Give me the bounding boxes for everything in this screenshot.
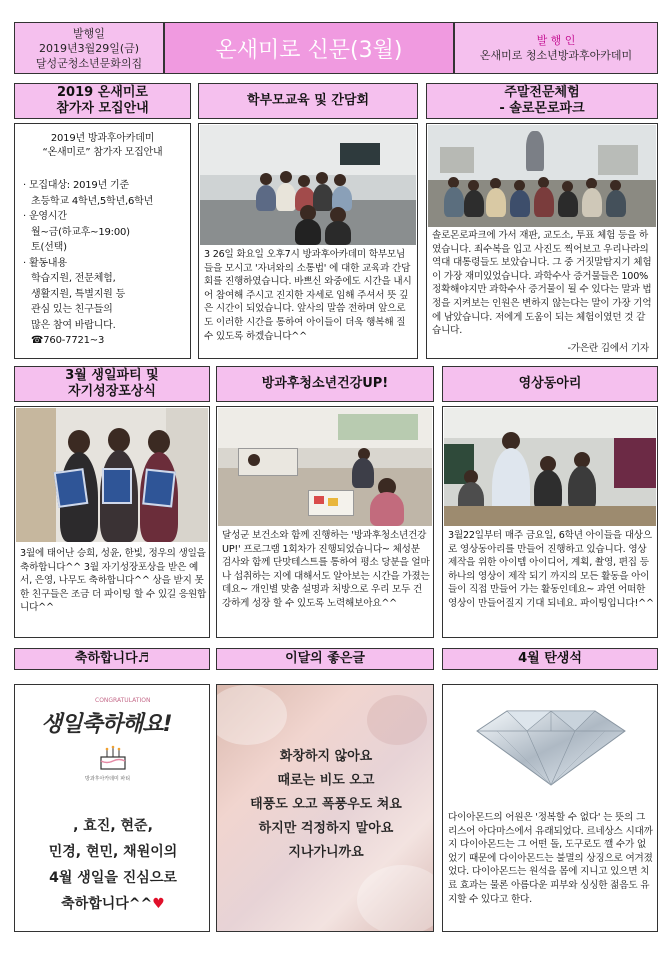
recruit-activities-line3: 관심 있는 친구들의	[31, 304, 113, 315]
parents-text: 3 26일 화요일 오후7시 방과후아카데미 학부모님들을 모시고 '자녀와의 소통법' 에 대한 교육과 간담회를 진행하였습니다. 바쁘신 와중에도 시간을 내시어 참여해 주시고 진지한 자세로 임해 주셔서 뜻 깊은 시간이 되었습니다. 앞사의 말씀 전하며 앞으로도 이러한 시간을 통하여 아이들이 더욱 행복해 질 수 있도록 하겠습니다^^	[204, 249, 412, 342]
heart-icon: ♥	[152, 896, 165, 912]
weekend-heading-line2: - 솔로몬로파크	[499, 101, 585, 116]
recruit-target-detail: 초등학교 4학년,5학년,6학년	[31, 195, 154, 207]
congrats-line3: 4월 생일을 진심으로	[49, 870, 177, 886]
recruit-target-label: · 모집대상: 2019년 기준	[23, 180, 129, 191]
parents-panel	[198, 123, 418, 359]
quote-line1: 화창하지 않아요	[279, 749, 373, 764]
weekend-text: 솔로몬로파크에 가서 재판, 교도소, 투표 체험 등을 하였습니다. 죄수복을 입고 사진도 찍어보고 우리나라의 역대 대통령들도 보았습니다. 그 중 거짓말탐지기 체험이 가장 재미있었습니다. 과학수사 증거물들은 100% 정확해야지만 과학수사 증거물이 될 수 있다는 말과 법정을 지켜보는 인원은 변하지 않는다는 말이 가장 기억에 남았습니다. 저에게 도움이 되는 체험이였던 것 같습니다.	[432, 230, 652, 337]
recruit-hours-line1: 월~금(하교후~19:00)	[31, 226, 130, 238]
video-photo	[444, 408, 656, 526]
birthstone-panel	[442, 684, 658, 932]
birthday-card-image	[35, 693, 191, 797]
newspaper-title	[164, 22, 454, 74]
recruit-hours-label: · 운영시간	[23, 211, 67, 222]
card-big-text: 생일축하해요!	[41, 712, 172, 737]
recruit-intro-line2: “온새미로” 참가자 모집안내	[42, 147, 163, 158]
newspaper-title-text: 온새미로 신문(3월)	[215, 37, 403, 63]
video-text: 3월22일부터 매주 금요일, 6학년 아이들을 대상으로 영상동아리를 만들어 진행하고 있습니다. 영상제작을 위한 아이템 아이디어, 계획, 촬영, 편집 등 하나의 영상이 제작 되기 까지의 모든 활동을 아이들이 직접 만들어 가는 활동인데요~ 과연 어떠한 영상이 만들어질지 기대 되네요. 파이팅입니다!^^	[448, 530, 654, 609]
publish-org: 달성군청소년문화의집	[35, 56, 143, 70]
birthstone-heading-text: 4월 탄생석	[518, 651, 582, 666]
parents-photo	[200, 125, 416, 245]
health-heading	[216, 366, 434, 402]
quote-line5: 지나가니까요	[288, 845, 364, 860]
congrats-line2: 민경, 현민, 채원이의	[48, 844, 178, 860]
video-panel	[442, 406, 658, 638]
recruit-heading-line1: 2019 온새미로	[57, 85, 148, 100]
publish-date: 2019년3월29일(금)	[38, 41, 140, 55]
health-panel	[216, 406, 434, 638]
recruit-activities-line4: 많은 참여 바랍니다.	[31, 319, 116, 331]
birthday-party-heading-line1: 3월 생일파티 및	[65, 368, 159, 383]
publisher-label: 발 행 인	[536, 34, 576, 47]
publish-label: 발행일	[73, 26, 105, 40]
birthday-party-photo	[16, 408, 208, 542]
video-heading	[442, 366, 658, 402]
congrats-line1: , 효진, 현준,	[73, 818, 153, 834]
weekend-panel	[426, 123, 658, 359]
recruit-heading	[14, 83, 191, 119]
recruit-hours-line2: 토(선택)	[31, 242, 67, 253]
birthday-party-heading-line2: 자기성장포상식	[68, 384, 156, 399]
congrats-panel	[14, 684, 210, 932]
video-heading-text: 영상동아리	[518, 376, 582, 391]
quote-heading	[216, 648, 434, 670]
parents-heading-text: 학부모교육 및 간담회	[246, 93, 370, 108]
diamond-image	[467, 689, 635, 789]
weekend-byline: -가은란 김에서 기자	[567, 343, 649, 354]
publish-info-box	[14, 22, 164, 74]
weekend-heading	[426, 83, 658, 119]
birthstone-heading	[442, 648, 658, 670]
card-caption: 방과후아카데미 파티	[85, 776, 131, 782]
recruit-intro-line1: 2019년 방과후아카데미	[50, 133, 155, 144]
health-heading-text: 방과후청소년건강UP!	[261, 376, 389, 391]
weekend-heading-line1: 주말전문체험	[504, 85, 580, 100]
health-photo	[218, 408, 432, 526]
quote-line4: 하지만 걱정하지 말아요	[258, 821, 394, 836]
congrats-heading-text: 축하합니다♬	[74, 651, 150, 666]
publisher-info-box	[454, 22, 658, 74]
card-small-text: CONGRATULATION	[95, 697, 151, 704]
parents-heading	[198, 83, 418, 119]
quote-panel	[216, 684, 434, 932]
birthstone-text: 다이아몬드의 어원은 '정복할 수 없다' 는 뜻의 그리스어 아다마스에서 유래되었다. 르네상스 시대까지 다이아몬드는 그 어떤 돌, 도구로도 깰 수가 없었기 때문에 다이아몬드는 불멸의 상징으로 여겨졌었다. 다이아몬드는 원석을 몸에 지니고 있으면 치료 효과는 물론 아름다운 피부와 싱싱한 젊음도 유지할 수 있다고 한다.	[448, 812, 653, 905]
quote-line3: 태풍도 오고 폭풍우도 쳐요	[250, 797, 402, 812]
quote-heading-text: 이달의 좋은글	[285, 651, 365, 666]
weekend-photo	[428, 125, 656, 227]
congrats-heading	[14, 648, 210, 670]
health-text: 달성군 보건소와 함께 진행하는 '방과후청소년건강UP!' 프로그램 1회차가 진행되었습니다~ 체성분 검사와 함께 단맛테스트를 통하여 평소 당분을 얼마나 섭취하는 지에 대해서도 알아보는 시간을 가졌는데요~ 개인별 맞춤 설명과 처방으로 우리 모두 건강하게 성장 할 수 있도록 노력해보아요^^	[222, 530, 430, 609]
congrats-line4: 축하합니다^^	[61, 896, 153, 912]
recruit-phone: ☎760-7721~3	[31, 335, 105, 346]
birthday-party-text: 3월에 태어난 승희, 성윤, 한빛, 정우의 생일을 축하합니다^^ 3월 자기성장포상을 받은 예서, 은영, 나무도 축하합니다^^ 상을 받지 못한 친구들은 조금 더 파이팅 할 수 있길 응원합니다^^	[20, 548, 207, 614]
recruit-activities-line1: 학습지원, 전문체험,	[31, 273, 116, 284]
birthday-party-panel	[14, 406, 210, 638]
recruit-activities-line2: 생활지원, 특별지원 등	[31, 288, 126, 300]
quote-line2: 때로는 비도 오고	[277, 773, 375, 788]
publisher-name: 온새미로 청소년방과후아카데미	[479, 49, 633, 62]
recruit-activities-label: · 활동내용	[23, 257, 67, 269]
recruit-heading-line2: 참가자 모집안내	[56, 101, 149, 116]
birthday-party-heading	[14, 366, 210, 402]
cake-icon	[97, 745, 129, 771]
recruit-panel	[14, 123, 191, 359]
